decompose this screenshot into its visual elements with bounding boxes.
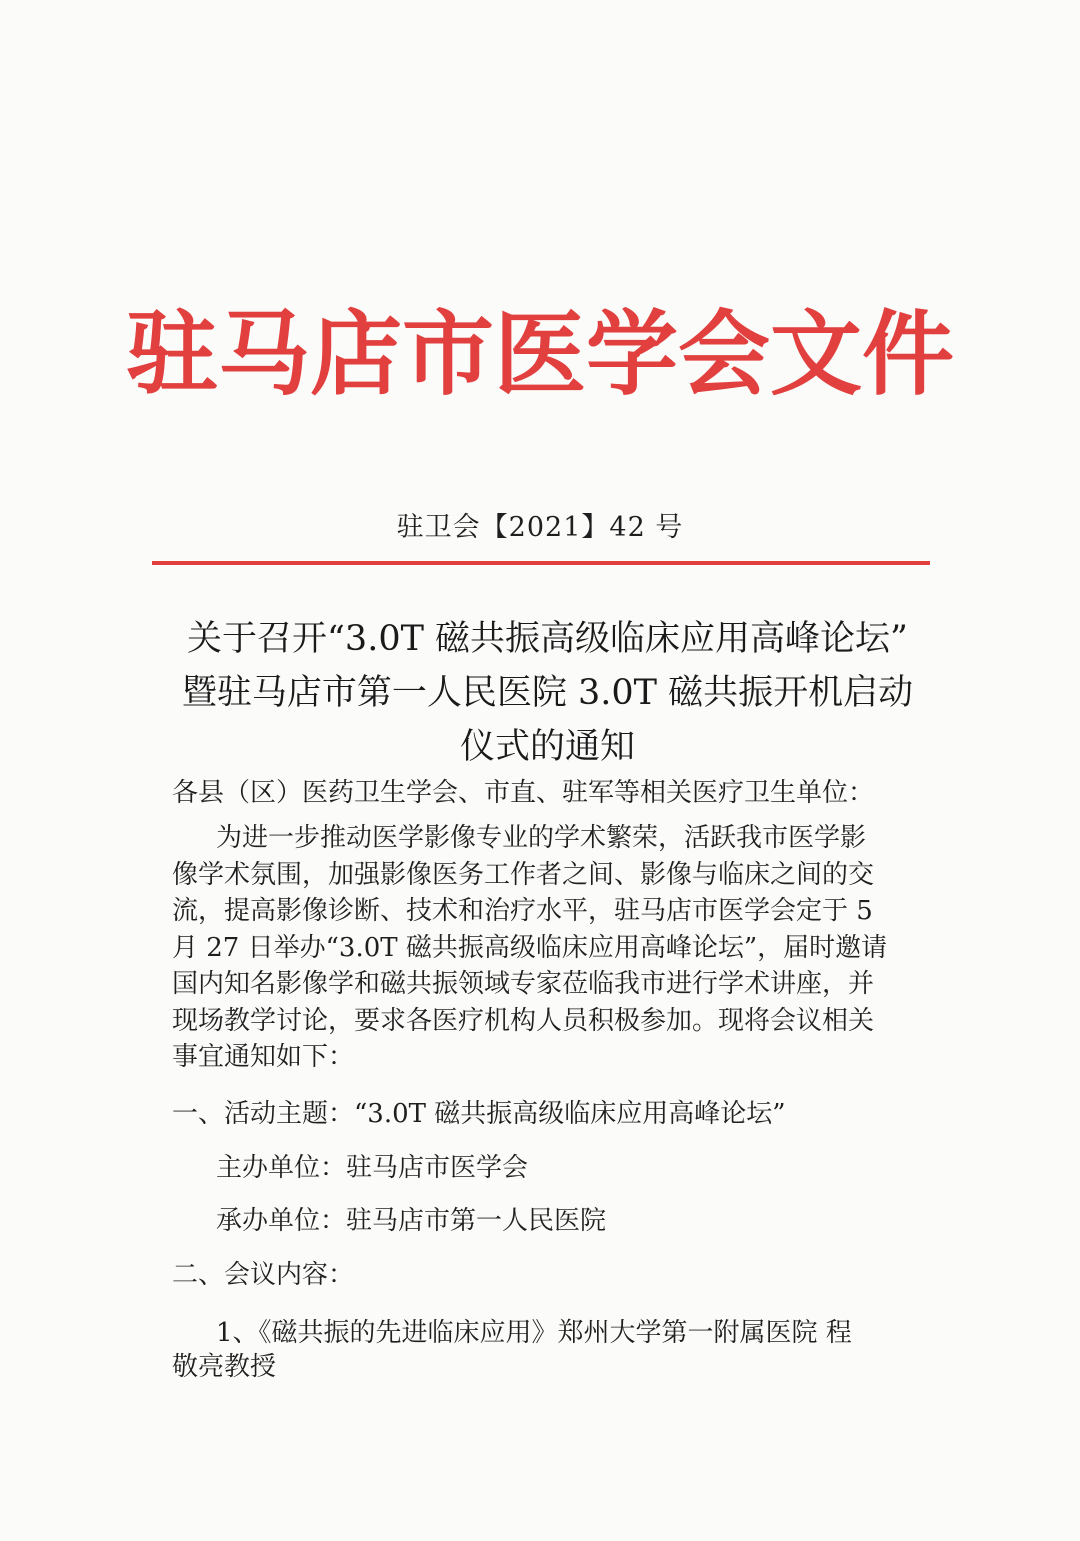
intro-line: 流，提高影像诊断、技术和治疗水平，驻马店市医学会定于 5 — [172, 896, 873, 926]
intro-line: 月 27 日举办“3.0T 磁共振高级临床应用高峰论坛”，届时邀请 — [172, 932, 888, 963]
host-unit: 主办单位：驻马店市医学会 — [216, 1153, 529, 1183]
title-line-1: 关于召开“3.0T 磁共振高级临床应用高峰论坛” — [187, 619, 908, 659]
salutation: 各县（区）医药卫生学会、市直、驻军等相关医疗卫生单位： — [172, 778, 875, 808]
intro-line: 像学术氛围，加强影像医务工作者之间、影像与临床之间的交 — [172, 859, 875, 890]
document-masthead: 驻马店市医学会文件 — [126, 301, 955, 408]
intro-line: 为进一步推动医学影像专业的学术繁荣，活跃我市医学影 — [216, 823, 867, 853]
title-line-2: 暨驻马店市第一人民医院 3.0T 磁共振开机启动 — [181, 673, 914, 713]
notice-title — [150, 612, 945, 774]
intro-line: 国内知名影像学和磁共振领域专家莅临我市进行学术讲座，并 — [172, 969, 875, 999]
intro-line: 事宜通知如下： — [172, 1042, 355, 1072]
title-line-3: 仪式的通知 — [459, 727, 635, 767]
document-number: 驻卫会【2021】42 号 — [396, 512, 684, 543]
section-2-heading: 二、会议内容： — [172, 1260, 355, 1290]
agenda-item-1-continued: 敬亮教授 — [172, 1352, 277, 1382]
red-divider-line — [152, 561, 930, 565]
agenda-item-1: 1、《磁共振的先进临床应用》郑州大学第一附属医院 程 — [216, 1318, 852, 1348]
intro-paragraph — [172, 820, 942, 1076]
organizer-unit: 承办单位：驻马店市第一人民医院 — [216, 1206, 607, 1236]
intro-line: 现场教学讨论，要求各医疗机构人员积极参加。现将会议相关 — [172, 1005, 875, 1036]
section-1-heading: 一、活动主题：“3.0T 磁共振高级临床应用高峰论坛” — [172, 1099, 786, 1129]
